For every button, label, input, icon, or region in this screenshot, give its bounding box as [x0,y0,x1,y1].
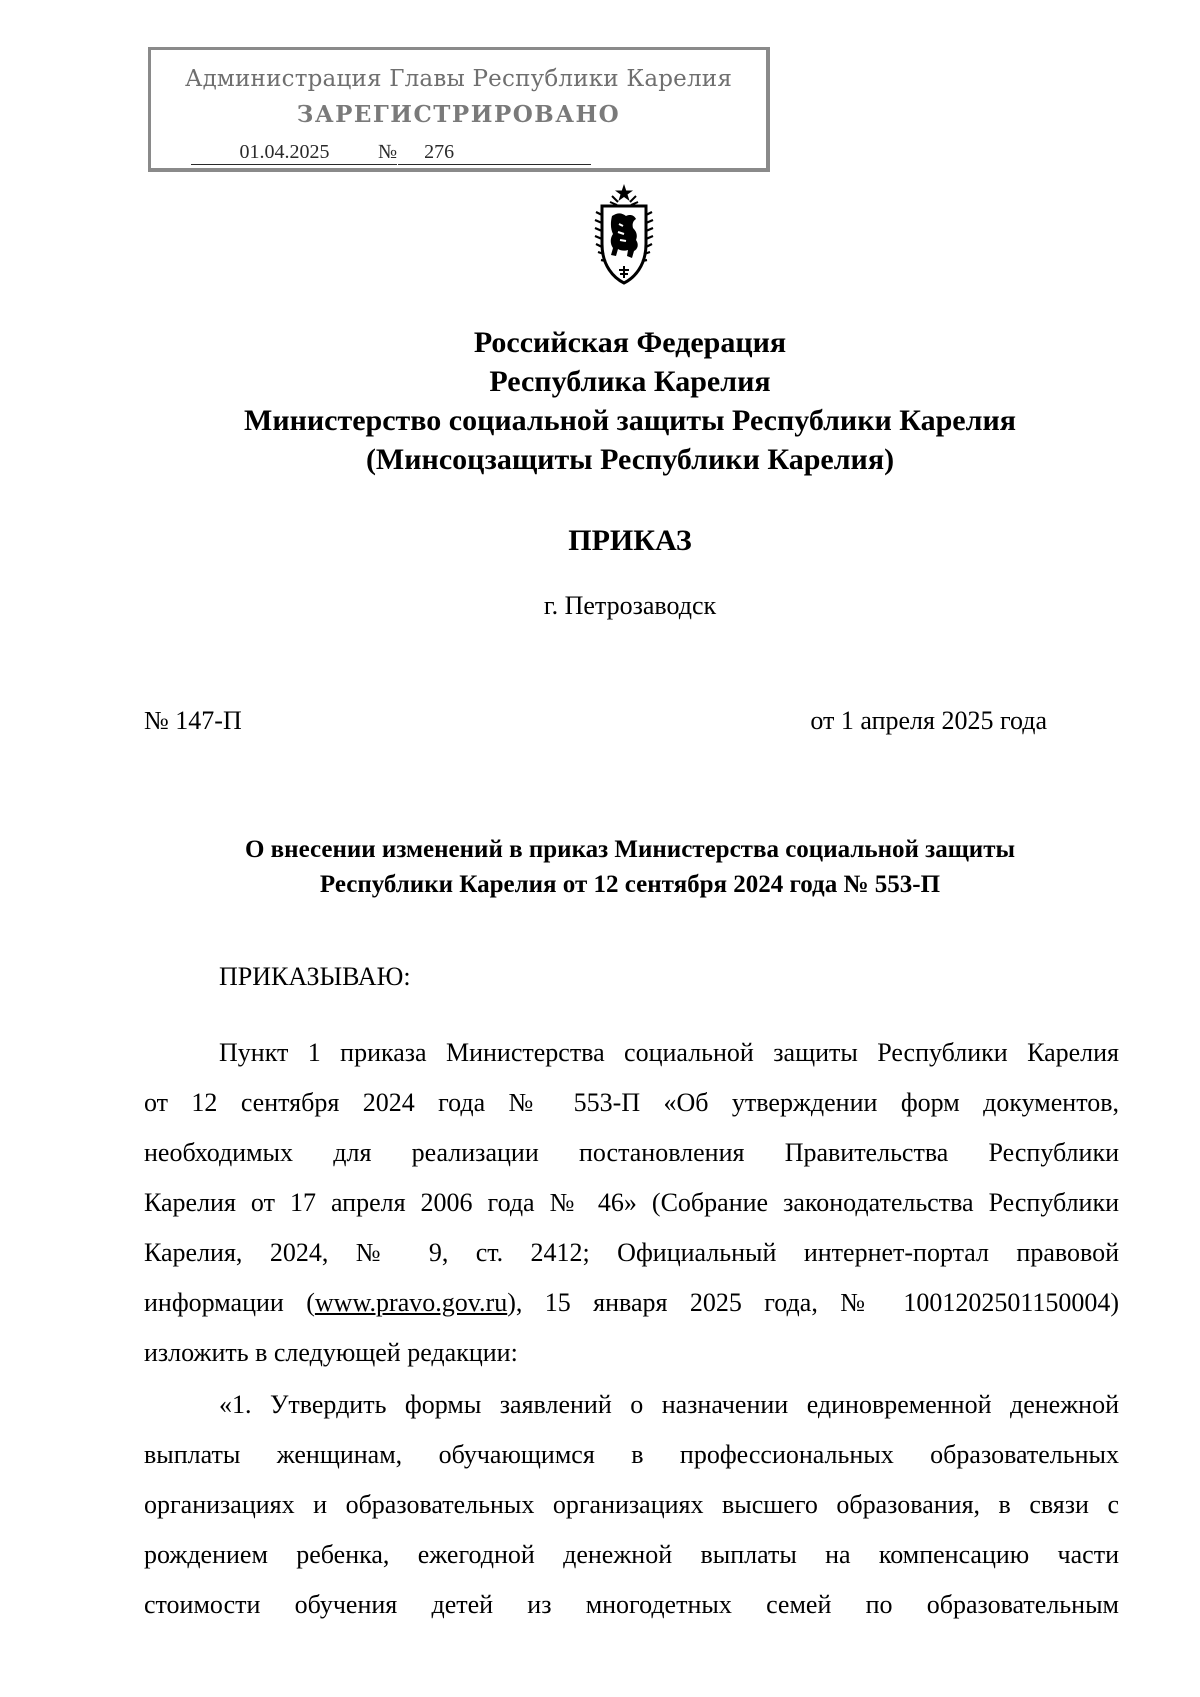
subject-line-1: О внесении изменений в приказ Министерства социальной защиты [244,836,1016,863]
p1-line-6-post: ), 15 января 2025 года, № 1001202501150004) [507,1288,1120,1317]
order-directive: ПРИКАЗЫВАЮ: [219,962,411,991]
stamp-registered: ЗАРЕГИСТРИРОВАНО [296,101,621,128]
header-ministry: Министерство социальной защиты Республики Карелия [244,404,1016,437]
p2-line-5: стоимости обучения детей из многодетных семей по образовательным [144,1590,1119,1619]
star-icon [615,184,633,201]
p1-line-2: от 12 сентября 2024 года № 553-П «Об утверждении форм документов, [144,1088,1119,1117]
header-country: Российская Федерация [473,326,787,359]
p1-line-6-pre: информации ( [144,1288,315,1317]
p1-line-1: Пункт 1 приказа Министерства социальной защиты Республики Карелия [219,1038,1119,1067]
p2-line-2: выплаты женщинам, обучающимся в профессиональных образовательных [144,1440,1119,1469]
coat-of-arms-icon [588,182,660,286]
document-type-title: ПРИКАЗ [568,524,692,557]
registration-stamp [148,47,770,172]
p2-line-1: «1. Утвердить формы заявлений о назначении единовременной денежной [219,1390,1119,1419]
p2-line-4: рождением ребенка, ежегодной денежной выплаты на компенсацию части [144,1540,1119,1569]
stamp-number: 276 [398,141,591,165]
subject-line-2: Республики Карелия от 12 сентября 2024 года № 553-П [319,871,941,898]
p1-line-4: Карелия от 17 апреля 2006 года № 46» (Собрание законодательства Республики [144,1188,1119,1217]
stamp-number-sign: № [378,141,398,163]
order-date: от 1 апреля 2025 года [810,706,1047,735]
paragraph-1 [144,1028,1119,1378]
p2-line-3: организациях и образовательных организациях высшего образования, в связи с [144,1490,1119,1519]
p1-line-3: необходимых для реализации постановления Правительства Республики [144,1138,1119,1167]
city: г. Петрозаводск [543,591,717,620]
org-header [130,323,1130,479]
header-ministry-short: (Минсоцзащиты Республики Карелия) [365,443,895,476]
p1-line-6 [144,1278,1119,1328]
stamp-registration-line [191,141,591,165]
order-number: № 147-П [144,706,242,735]
order-subject [130,832,1130,902]
p1-line-7: изложить в следующей редакции: [144,1338,518,1367]
header-republic: Республика Карелия [489,365,771,398]
stamp-date: 01.04.2025 [191,141,378,165]
pravo-link[interactable]: www.pravo.gov.ru [314,1288,508,1317]
stamp-authority: Администрация Главы Республики Карелия [184,66,733,92]
p1-line-5: Карелия, 2024, № 9, ст. 2412; Официальный интернет-портал правовой [144,1238,1119,1267]
paragraph-2 [144,1380,1119,1630]
